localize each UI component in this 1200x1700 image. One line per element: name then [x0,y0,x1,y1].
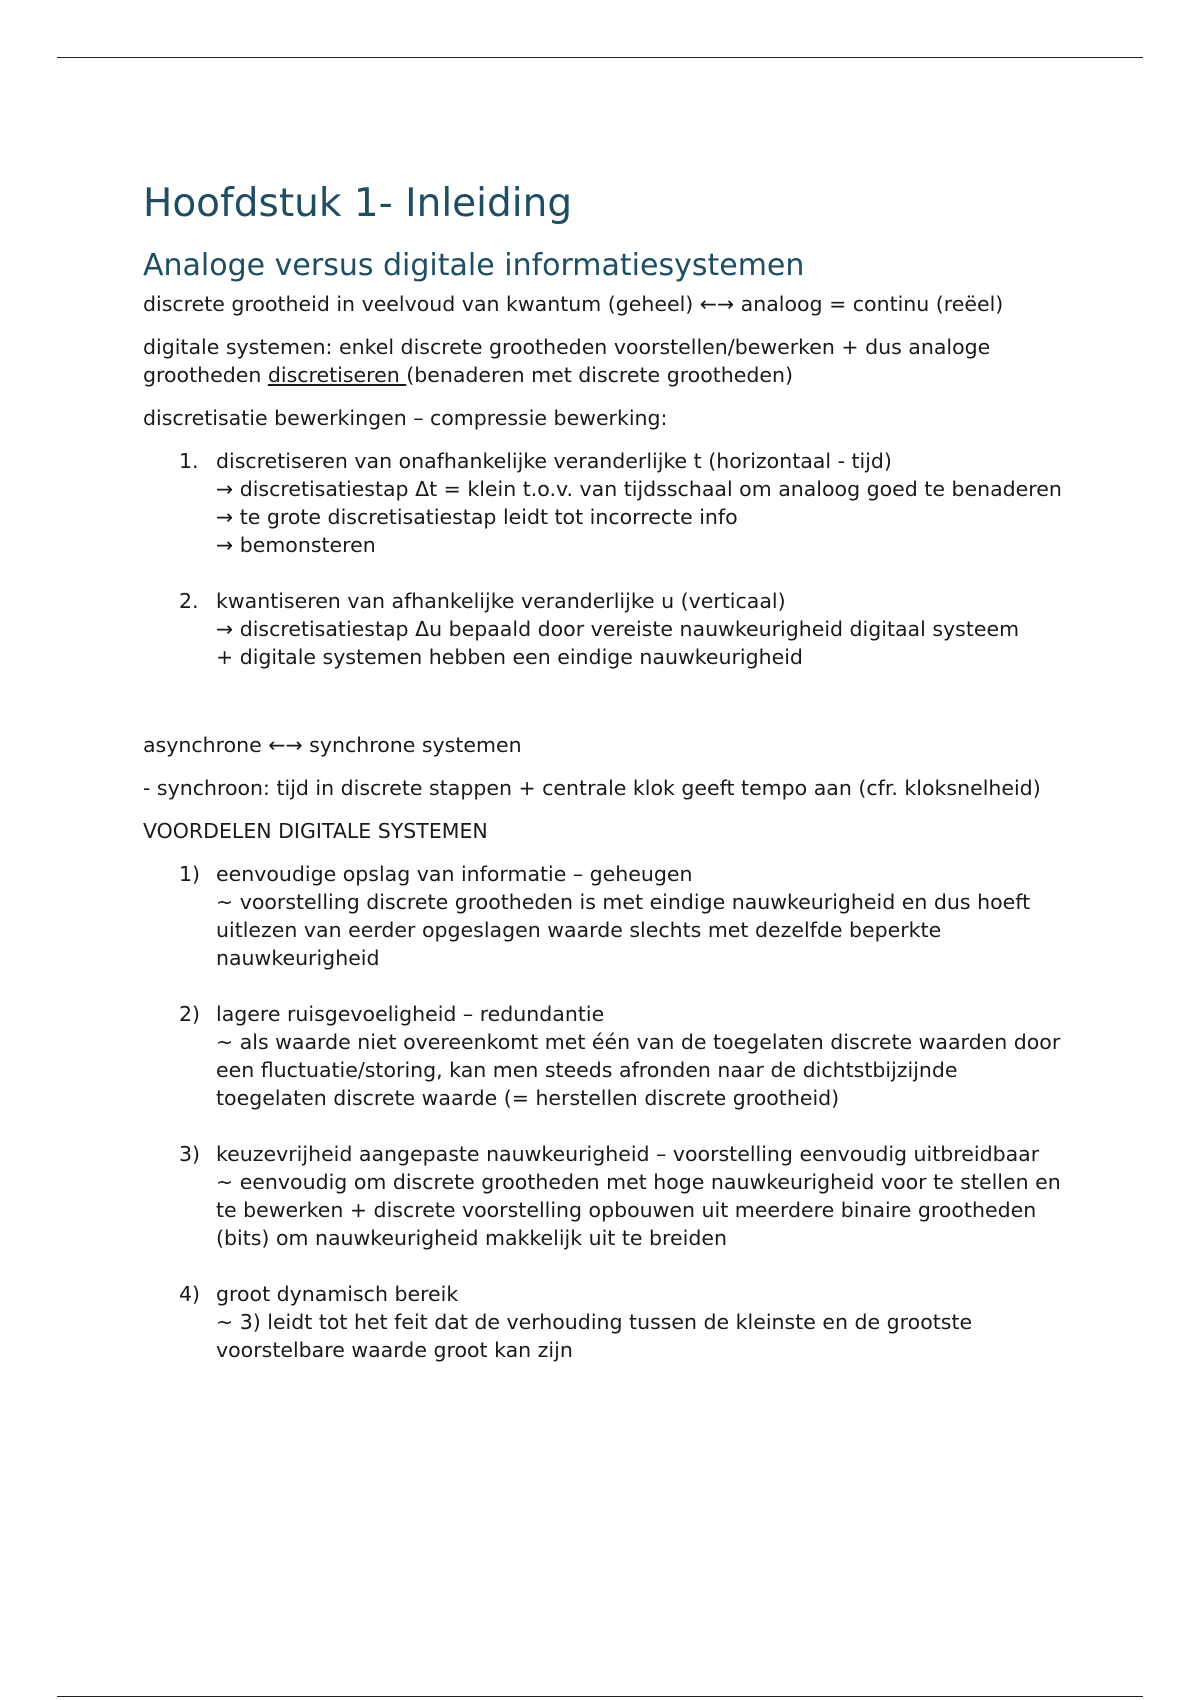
list-item-line: ~ 3) leidt tot het feit dat de verhouding tussen de kleinste en de grootste voorstelbare waarde groot kan zijn [216,1310,973,1363]
list-item-line: ~ als waarde niet overeenkomt met één van de toegelaten discrete waarden door een fluctuatie/storing, kan men steeds afronden naar de dichtstbijzijnde toegelaten discrete waarde (= herstellen discrete grootheid) [216,1030,1061,1111]
paragraph-digital-systems-text-1: digitale systemen: enkel discrete grootheden voorstellen/bewerken + dus analoge grootheden [143,335,991,388]
top-rule [57,57,1143,58]
paragraph-synchronous: - synchroon: tijd in discrete stappen + centrale klok geeft tempo aan (cfr. kloksnelheid) [143,776,1041,801]
paragraph-digital-systems-text-2: (benaderen met discrete grootheden) [406,363,794,388]
list-item-number: 2) [179,1002,201,1027]
document-body [143,170,1063,1392]
section-title: Analoge versus digitale informatiesystemen [143,247,805,283]
list-item [143,447,1063,559]
paragraph-advantages-heading: VOORDELEN DIGITALE SYSTEMEN [143,819,488,844]
list-item-number: 2. [179,589,199,614]
list-item [143,1140,1063,1252]
bottom-rule [57,1696,1143,1697]
list-item-number: 4) [179,1282,201,1307]
list-item [143,1000,1063,1112]
numbered-list-discretization [143,447,1063,671]
list-item-line: eenvoudige opslag van informatie – geheugen [216,862,693,887]
list-item-line: + digitale systemen hebben een eindige nauwkeurigheid [216,645,803,670]
paragraph-digital-systems [143,333,1063,389]
list-item-line: → discretisatiestap Δu bepaald door vereiste nauwkeurigheid digitaal systeem [216,617,1020,642]
list-item [143,587,1063,671]
list-item-line: ~ eenvoudig om discrete grootheden met hoge nauwkeurigheid voor te stellen en te bewerken + discrete voorstelling opbouwen uit meerdere binaire grootheden (bits) om nauwkeurigheid makkelijk uit te breiden [216,1170,1061,1251]
list-item [143,860,1063,972]
list-item-line: groot dynamisch bereik [216,1282,459,1307]
list-item-line: kwantiseren van afhankelijke veranderlijke u (verticaal) [216,589,786,614]
list-item-line: keuzevrijheid aangepaste nauwkeurigheid – voorstelling eenvoudig uitbreidbaar [216,1142,1040,1167]
list-item-number: 1. [179,449,199,474]
list-item-line: lagere ruisgevoeligheid – redundantie [216,1002,605,1027]
spacer [143,699,1063,731]
list-item-number: 1) [179,862,201,887]
list-item-line: → discretisatiestap Δt = klein t.o.v. van tijdsschaal om analoog goed te benaderen [216,477,1062,502]
underlined-term-discretiseren: discretiseren [267,363,407,388]
list-item-line: → bemonsteren [216,533,376,558]
list-item-line: discretiseren van onafhankelijke veranderlijke t (horizontaal - tijd) [216,449,892,474]
list-item [143,1280,1063,1364]
numbered-list-advantages [143,860,1063,1364]
list-item-line: → te grote discretisatiestap leidt tot incorrecte info [216,505,738,530]
chapter-title: Hoofdstuk 1- Inleiding [143,181,573,226]
paragraph-discretization-operations: discretisatie bewerkingen – compressie bewerking: [143,406,668,431]
paragraph-async-vs-sync: asynchrone ←→ synchrone systemen [143,733,522,758]
list-item-number: 3) [179,1142,201,1167]
paragraph-discrete-vs-analog: discrete grootheid in veelvoud van kwantum (geheel) ←→ analoog = continu (reëel) [143,292,1004,317]
list-item-line: ~ voorstelling discrete grootheden is met eindige nauwkeurigheid en dus hoeft uitlezen van eerder opgeslagen waarde slechts met dezelfde beperkte nauwkeurigheid [216,890,1031,971]
